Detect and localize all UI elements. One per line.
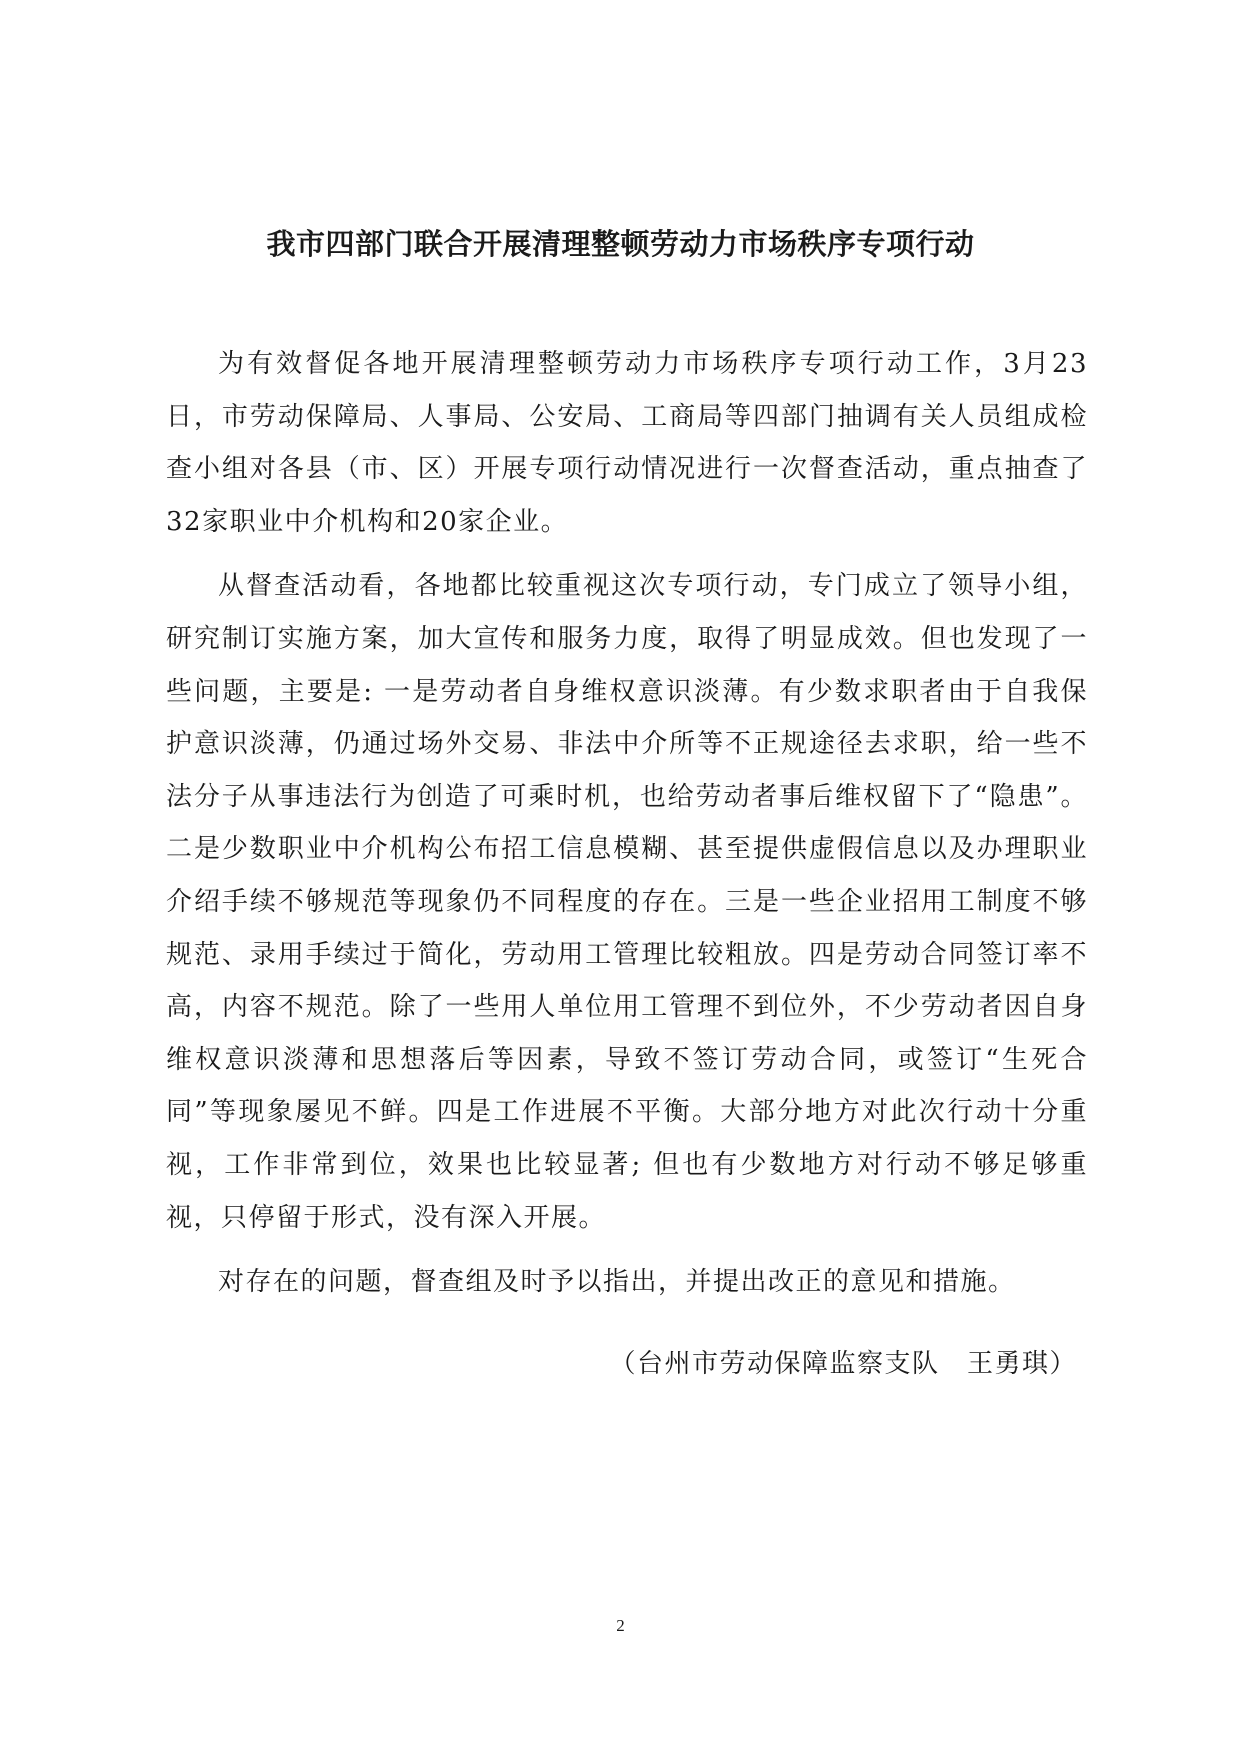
page-title: 我市四部门联合开展清理整顿劳动力市场秩序专项行动 [266, 227, 975, 261]
author-signature: （台州市劳动保障监察支队 王勇琪） [609, 1349, 1077, 1379]
paragraph-1: 为有效督促各地开展清理整顿劳动力市场秩序专项行动工作，3月23日，市劳动保障局、人事局、公安局、工商局等四部门抽调有关人员组成检查小组对各县（市、区）开展专项行动情况进行一次督查活动，重点抽查了32家职业中介机构和20家企业。 [166, 349, 1088, 537]
page-number: 2 [616, 1616, 625, 1635]
article-body [166, 338, 1088, 1321]
paragraph-2: 从督查活动看，各地都比较重视这次专项行动，专门成立了领导小组，研究制订实施方案，加大宣传和服务力度，取得了明显成效。但也发现了一些问题，主要是: 一是劳动者自身维权意识淡薄。有少数求职者由于自我保护意识淡薄，仍通过场外交易、非法中介所等不正规途径去求职，给一些不法分子从事违法行为创造了可乘时机，也给劳动者事后维权留下了“隐患”。二是少数职业中介机构公布招工信息模糊、甚至提供虚假信息以及办理职业介绍手续不够规范等现象仍不同程度的存在。三是一些企业招用工制度不够规范、录用手续过于简化，劳动用工管理比较粗放。四是劳动合同签订率不高，内容不规范。除了一些用人单位用工管理不到位外，不少劳动者因自身维权意识淡薄和思想落后等因素，导致不签订劳动合同，或签订“生死合同”等现象屡见不鲜。四是工作进展不平衡。大部分地方对此次行动十分重视，工作非常到位，效果也比较显著; 但也有少数地方对行动不够足够重视，只停留于形式，没有深入开展。 [166, 571, 1088, 1233]
paragraph-3: 对存在的问题，督查组及时予以指出，并提出改正的意见和措施。 [218, 1267, 1016, 1298]
